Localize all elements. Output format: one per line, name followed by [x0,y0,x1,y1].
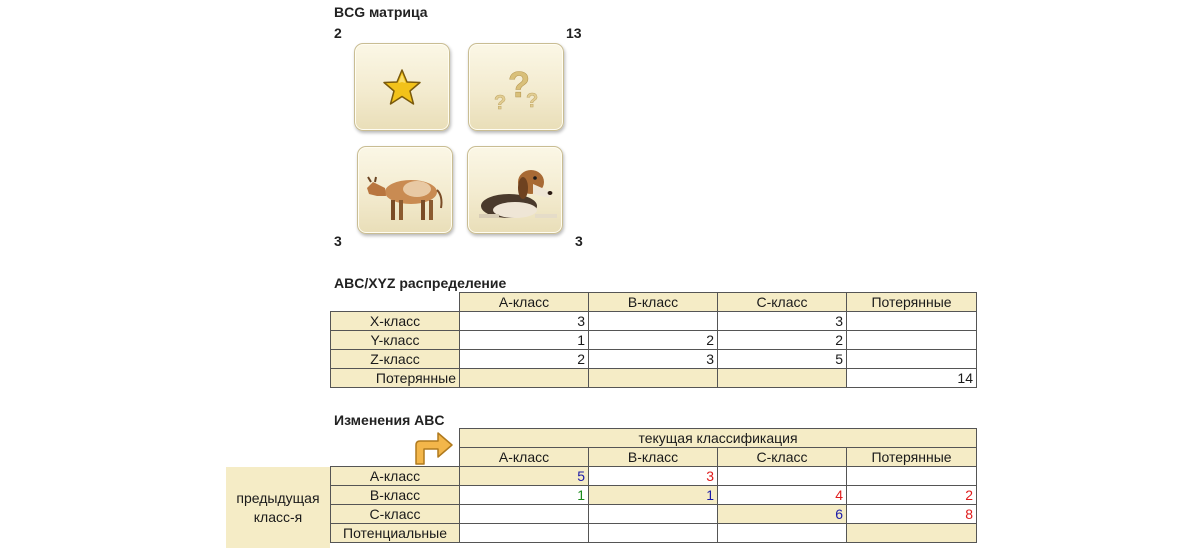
dog-icon [469,148,561,232]
abc-changes-col-lost: Потерянные [847,448,977,467]
bcg-question-count: 13 [566,25,582,41]
abc-changes-cell[interactable] [589,524,718,543]
abcxyz-cell[interactable]: 2 [589,331,718,350]
abcxyz-cell[interactable]: 3 [589,350,718,369]
abcxyz-cell [718,369,847,388]
abc-changes-cell[interactable]: 3 [589,467,718,486]
abcxyz-cell[interactable] [847,312,977,331]
table-row [331,467,977,486]
cow-icon [359,148,451,232]
abcxyz-cell[interactable]: 1 [460,331,589,350]
abc-changes-cell[interactable]: 2 [847,486,977,505]
abcxyz-cell[interactable] [589,312,718,331]
abcxyz-cell[interactable]: 5 [718,350,847,369]
bcg-question-tile[interactable] [468,43,564,131]
abcxyz-col-a: A-класс [460,293,589,312]
abcxyz-col-lost: Потерянные [847,293,977,312]
abcxyz-cell [460,369,589,388]
abc-changes-cell[interactable] [460,524,589,543]
abc-changes-col-b: B-класс [589,448,718,467]
svg-text:?: ? [508,64,530,105]
abc-changes-row-a: A-класс [331,467,460,486]
abcxyz-cell[interactable]: 14 [847,369,977,388]
table-row [331,350,977,369]
bcg-dog-tile[interactable] [467,146,563,234]
bcg-cow-tile[interactable] [357,146,453,234]
abc-changes-cell[interactable]: 5 [460,467,589,486]
abc-changes-cell[interactable] [460,505,589,524]
bcg-dog-count: 3 [575,233,583,249]
abc-changes-cell[interactable]: 8 [847,505,977,524]
abc-changes-cell[interactable]: 1 [589,486,718,505]
abcxyz-cell[interactable] [847,350,977,369]
abc-changes-table [330,428,977,543]
bcg-cow-count: 3 [334,233,342,249]
abcxyz-cell[interactable]: 2 [460,350,589,369]
abcxyz-col-b: B-класс [589,293,718,312]
abc-changes-cell[interactable] [847,524,977,543]
abcxyz-cell[interactable]: 2 [718,331,847,350]
abcxyz-cell [589,369,718,388]
abcxyz-row-y: Y-класс [331,331,460,350]
abcxyz-cell[interactable] [847,331,977,350]
table-row [331,312,977,331]
abc-changes-col-c: C-класс [718,448,847,467]
table-row [331,486,977,505]
bcg-star-tile[interactable] [354,43,450,131]
abc-changes-col-a: A-класс [460,448,589,467]
svg-text:?: ? [494,92,507,114]
abc-changes-cell[interactable]: 4 [718,486,847,505]
question-marks-icon [486,57,546,117]
bcg-star-count: 2 [334,25,342,41]
abc-changes-row-c: C-класс [331,505,460,524]
bcg-title: BCG матрица [334,4,428,20]
current-classification-header: текущая классификация [460,429,977,448]
table-row [331,524,977,543]
abc-changes-row-b: B-класс [331,486,460,505]
abc-changes-cell[interactable] [847,467,977,486]
abcxyz-col-c: C-класс [718,293,847,312]
abc-changes-cell[interactable] [718,524,847,543]
table-row [331,369,977,388]
abc-changes-cell[interactable] [589,505,718,524]
previous-classification-label: предыдущая класс-я [226,467,330,548]
abc-changes-title: Изменения ABC [334,412,445,428]
abc-changes-cell[interactable] [718,467,847,486]
abcxyz-row-lost: Потерянные [331,369,460,388]
abc-changes-cell[interactable]: 1 [460,486,589,505]
svg-text:?: ? [526,90,539,112]
abcxyz-cell[interactable]: 3 [460,312,589,331]
table-row [331,505,977,524]
abcxyz-row-x: X-класс [331,312,460,331]
abc-changes-cell[interactable]: 6 [718,505,847,524]
abc-changes-row-potential: Потенциальные [331,524,460,543]
abcxyz-row-z: Z-класс [331,350,460,369]
table-row [331,331,977,350]
abcxyz-table [330,292,977,388]
star-icon [382,67,422,107]
abcxyz-title: ABC/XYZ распределение [334,275,507,291]
abcxyz-cell[interactable]: 3 [718,312,847,331]
